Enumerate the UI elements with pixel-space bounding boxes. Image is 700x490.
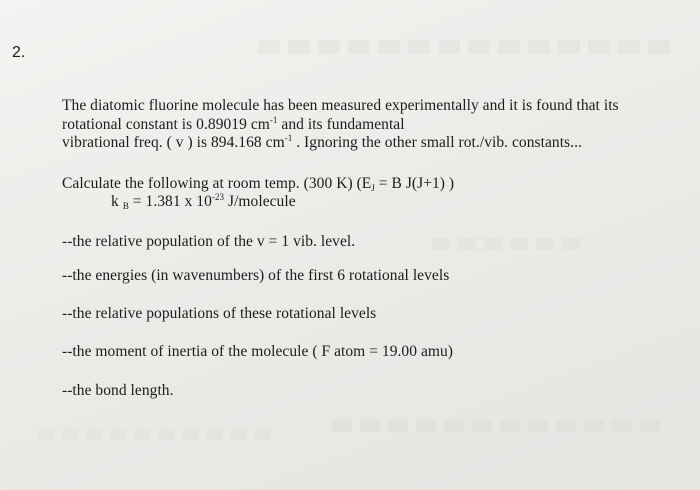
intro-line-2-text: rotational constant is 0.89019 cm	[62, 116, 270, 133]
intro-line-2-exponent: -1	[269, 115, 278, 125]
intro-line-3-text: vibrational freq. ( v ) is 894.168 cm	[62, 134, 285, 151]
kb-symbol: k	[111, 193, 119, 210]
intro-line-2	[62, 116, 405, 134]
calc-line	[62, 175, 454, 193]
calc-line-subscript: J	[371, 183, 375, 193]
task-item: --the relative populations of these rotational levels	[62, 305, 377, 322]
bleed-through-mark	[250, 40, 670, 54]
bleed-through-mark	[30, 428, 270, 440]
kb-unit: J/molecule	[224, 193, 296, 210]
intro-line-1-text: The diatomic fluorine molecule has been measured experimentally and it is found that its	[62, 97, 619, 114]
calc-line-rest: = B J(J+1) )	[374, 175, 455, 192]
task-item: --the bond length.	[62, 382, 174, 399]
task-item: --the relative population of the v = 1 vib. level.	[62, 233, 356, 250]
task-item: --the energies (in wavenumbers) of the first 6 rotational levels	[62, 267, 450, 284]
intro-line-3	[62, 134, 582, 152]
intro-line-1	[62, 97, 619, 115]
bleed-through-mark	[330, 420, 660, 432]
kb-exponent: -23	[211, 192, 225, 202]
intro-line-2-rest: and its fundamental	[277, 116, 405, 133]
boltzmann-constant-line	[111, 193, 296, 211]
kb-subscript: B	[122, 201, 129, 211]
problem-number: 2.	[12, 44, 26, 61]
task-item: --the moment of inertia of the molecule ( F atom = 19.00 amu)	[62, 343, 454, 360]
intro-line-3-exponent: -1	[284, 133, 293, 143]
intro-line-3-rest: . Ignoring the other small rot./vib. constants...	[292, 134, 582, 151]
kb-value: = 1.381 x 10	[128, 193, 212, 210]
bleed-through-mark	[430, 238, 580, 250]
calc-line-text: Calculate the following at room temp. (300 K) (E	[62, 175, 372, 192]
